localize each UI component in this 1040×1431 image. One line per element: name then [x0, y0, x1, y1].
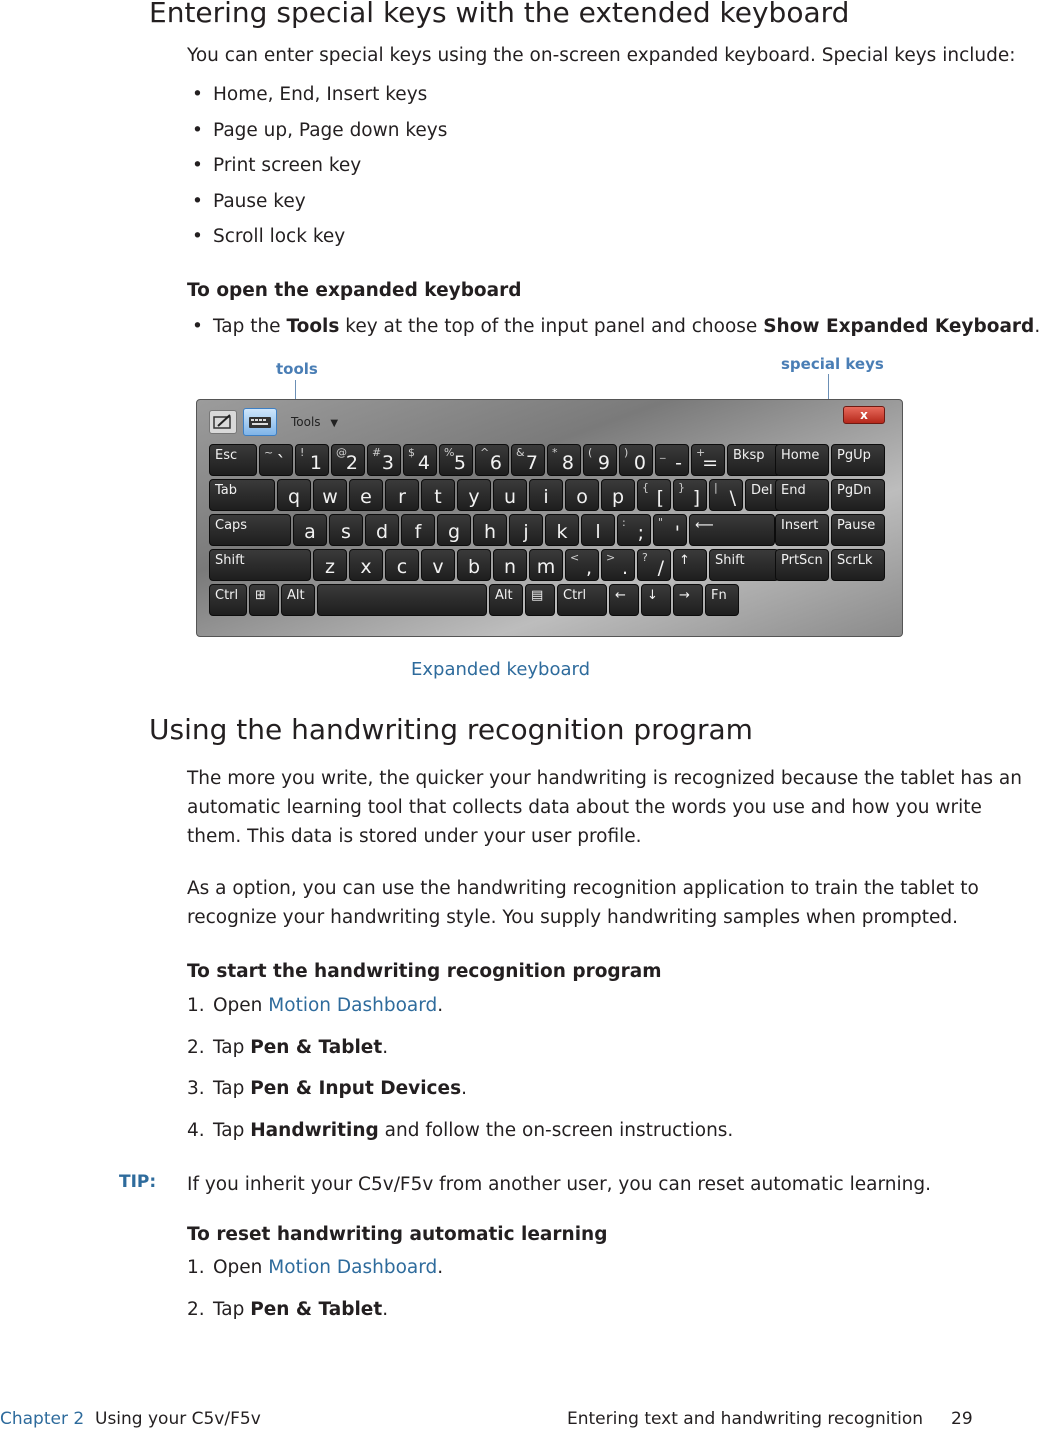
- key-alt[interactable]: [489, 584, 523, 616]
- tools-menu[interactable]: [291, 415, 338, 429]
- key-space[interactable]: [317, 584, 487, 616]
- step-number: 1.: [187, 1257, 205, 1278]
- handwriting-paragraph-1: [187, 764, 1022, 851]
- paragraph-line: The more you write, the quicker your handwriting is recognized because the tablet has an: [187, 768, 1022, 789]
- list-item: [192, 84, 427, 105]
- key-label: n: [503, 556, 517, 578]
- key-ctrl[interactable]: [557, 584, 607, 616]
- key-label: ScrLk: [837, 553, 873, 568]
- key-i[interactable]: [529, 479, 563, 511]
- key-shift-label: ): [624, 446, 629, 459]
- key-u[interactable]: [493, 479, 527, 511]
- key-j[interactable]: [509, 514, 543, 546]
- key-label: PrtScn: [781, 553, 823, 568]
- key-o[interactable]: [565, 479, 599, 511]
- key-home[interactable]: [775, 444, 829, 476]
- step-number: 2.: [187, 1036, 205, 1058]
- key-shift-label: ^: [480, 446, 490, 459]
- key-t[interactable]: [421, 479, 455, 511]
- key-l[interactable]: [581, 514, 615, 546]
- key-v[interactable]: [421, 549, 455, 581]
- tools-menu-label: Tools: [291, 415, 321, 429]
- key-end[interactable]: [775, 479, 829, 511]
- paragraph-line: automatic learning tool that collects data about the words you use and how you write: [187, 797, 982, 818]
- key-ctrl[interactable]: [209, 584, 247, 616]
- procedure-step: [187, 995, 443, 1016]
- key-label: Insert: [781, 518, 819, 533]
- step-number: 2.: [187, 1298, 205, 1320]
- key-shift[interactable]: [209, 549, 311, 581]
- step-text: and follow the on-screen instructions.: [378, 1119, 734, 1141]
- key-m[interactable]: [529, 549, 563, 581]
- key-label: Ctrl: [215, 588, 239, 603]
- key-label: f: [414, 521, 422, 543]
- callout-tools: tools: [276, 360, 318, 378]
- key-scrlk[interactable]: [831, 549, 885, 581]
- key-shift-label: $: [408, 446, 415, 459]
- key-label: Pause: [837, 518, 876, 533]
- key-label: ↑: [679, 553, 690, 568]
- footer-page-number: 29: [951, 1409, 973, 1429]
- key-label: /: [657, 557, 664, 579]
- key-9[interactable]: [583, 444, 617, 476]
- key-label: ;: [637, 522, 644, 544]
- key-label: ▤: [531, 588, 544, 603]
- step-text: .: [1034, 316, 1040, 337]
- key-label: Bksp: [733, 448, 765, 463]
- paragraph-line: recognize your handwriting style. You supply handwriting samples when prompted.: [187, 907, 959, 928]
- handwriting-paragraph-2: [187, 874, 979, 932]
- procedure-step: [187, 1120, 733, 1141]
- key-label: ⟵: [695, 518, 714, 533]
- key-symbol[interactable]: [641, 584, 671, 616]
- key-shift-label: (: [588, 446, 593, 459]
- key-7[interactable]: [511, 444, 545, 476]
- motion-dashboard-link[interactable]: Motion Dashboard: [268, 1257, 438, 1278]
- paragraph-line: them. This data is stored under your user profile.: [187, 826, 642, 847]
- key-3[interactable]: [367, 444, 401, 476]
- key-label: 6: [489, 452, 502, 474]
- key-label: a: [304, 521, 316, 543]
- key-2[interactable]: [331, 444, 365, 476]
- bullet-glyph: •: [192, 155, 203, 176]
- key-z[interactable]: [313, 549, 347, 581]
- key-q[interactable]: [277, 479, 311, 511]
- tools-key-label: Tools: [286, 316, 340, 337]
- key-label: l: [595, 521, 601, 543]
- key-s[interactable]: [329, 514, 363, 546]
- key-symbol[interactable]: [655, 444, 689, 476]
- key-label: e: [360, 486, 372, 508]
- key-label: b: [467, 556, 481, 578]
- key-label: 9: [597, 452, 610, 474]
- step-text: .: [461, 1078, 467, 1099]
- key-shift-label: ~: [264, 446, 274, 459]
- key-label: PgDn: [837, 483, 872, 498]
- procedure-step: [187, 1257, 443, 1278]
- key-shift-label: *: [552, 446, 558, 459]
- key-4[interactable]: [403, 444, 437, 476]
- list-item: [192, 155, 361, 176]
- key-1[interactable]: [295, 444, 329, 476]
- intro-paragraph: You can enter special keys using the on-screen expanded keyboard. Special keys include:: [187, 45, 1016, 66]
- key-k[interactable]: [545, 514, 579, 546]
- key-symbol[interactable]: [689, 514, 775, 546]
- bullet-glyph: •: [192, 190, 203, 212]
- key-shift[interactable]: [709, 549, 779, 581]
- key-insert[interactable]: [775, 514, 829, 546]
- key-8[interactable]: [547, 444, 581, 476]
- key-label: 2: [345, 452, 358, 474]
- key-g[interactable]: [437, 514, 471, 546]
- close-icon: x: [860, 408, 868, 422]
- key-symbol[interactable]: [259, 444, 293, 476]
- key-label: .: [621, 557, 628, 579]
- procedure-step: [187, 1037, 388, 1058]
- tip-text: If you inherit your C5v/F5v from another user, you can reset automatic learning.: [187, 1174, 931, 1195]
- pen-icon[interactable]: [209, 410, 237, 434]
- key-label: 5: [453, 452, 466, 474]
- key-alt[interactable]: [281, 584, 315, 616]
- key-d[interactable]: [365, 514, 399, 546]
- key-label: Del: [751, 483, 773, 498]
- key-label: ←: [615, 588, 626, 603]
- footer-chapter-title: Using your C5v/F5v: [95, 1409, 261, 1429]
- key-label: =: [702, 452, 718, 474]
- key-label: g: [447, 521, 461, 543]
- key-shift-label: ?: [642, 551, 648, 564]
- key-label: z: [325, 556, 335, 578]
- key-prtscn[interactable]: [775, 549, 829, 581]
- key-label: `: [276, 452, 286, 474]
- key-label: u: [503, 486, 517, 508]
- key-f[interactable]: [401, 514, 435, 546]
- step-text: Tap: [213, 1119, 251, 1141]
- paragraph-line: As a option, you can use the handwriting recognition application to train the tablet to: [187, 878, 979, 899]
- key-label: \: [729, 487, 736, 509]
- key-shift-label: &: [516, 446, 525, 459]
- key-esc[interactable]: [209, 444, 257, 476]
- chevron-down-icon: ▼: [330, 418, 339, 429]
- key-fn[interactable]: [705, 584, 739, 616]
- step-text: .: [382, 1036, 389, 1058]
- step-text: Open: [213, 995, 269, 1016]
- key-label: ]: [692, 487, 700, 509]
- procedure-step: [187, 1078, 467, 1099]
- step-text: .: [382, 1298, 389, 1320]
- step-ui-label: Pen & Tablet: [250, 1298, 383, 1320]
- key-label: o: [576, 486, 588, 508]
- list-item-text: Home, End, Insert keys: [213, 84, 428, 105]
- list-item: [192, 226, 345, 247]
- callout-special-keys: special keys: [781, 355, 884, 373]
- key-label: k: [556, 521, 568, 543]
- key-label: →: [679, 588, 690, 603]
- step-ui-label: Pen & Tablet: [250, 1036, 383, 1058]
- bullet-glyph: •: [192, 119, 203, 141]
- key-bksp[interactable]: [727, 444, 781, 476]
- key-label: h: [483, 521, 497, 543]
- expanded-keyboard: [196, 399, 903, 637]
- motion-dashboard-link[interactable]: Motion Dashboard: [268, 995, 438, 1016]
- key-h[interactable]: [473, 514, 507, 546]
- key-0[interactable]: [619, 444, 653, 476]
- key-label: Home: [781, 448, 820, 463]
- key-label: ': [674, 522, 680, 544]
- key-label: Alt: [495, 588, 513, 603]
- key-n[interactable]: [493, 549, 527, 581]
- key-label: q: [287, 486, 301, 508]
- section-heading-special-keys: Entering special keys with the extended keyboard: [149, 0, 850, 29]
- key-label: 1: [309, 452, 322, 474]
- key-label: -: [675, 452, 682, 474]
- key-c[interactable]: [385, 549, 419, 581]
- list-item-text: Scroll lock key: [213, 226, 346, 247]
- key-caps[interactable]: [209, 514, 291, 546]
- key-label: r: [398, 486, 406, 508]
- step-number: 1.: [187, 995, 205, 1016]
- key-w[interactable]: [313, 479, 347, 511]
- footer-chapter: [0, 1409, 261, 1429]
- key-label: ,: [585, 557, 592, 579]
- procedure-title-start-handwriting: To start the handwriting recognition program: [187, 961, 662, 982]
- key-label: 7: [525, 452, 538, 474]
- key-symbol[interactable]: [673, 584, 703, 616]
- show-expanded-keyboard-label: Show Expanded Keyboard: [763, 316, 1035, 337]
- key-x[interactable]: [349, 549, 383, 581]
- key-symbol[interactable]: [653, 514, 687, 546]
- key-5[interactable]: [439, 444, 473, 476]
- key-shift-label: _: [660, 446, 666, 459]
- callout-tools-line: [295, 380, 296, 400]
- key-shift-label: ": [658, 516, 664, 529]
- key-label: t: [434, 486, 442, 508]
- key-label: m: [536, 556, 556, 578]
- step-number: 3.: [187, 1078, 205, 1099]
- key-label: ↓: [647, 588, 658, 603]
- step-number: 4.: [187, 1119, 205, 1141]
- list-item-text: Print screen key: [213, 155, 362, 176]
- list-item-text: Pause key: [213, 190, 306, 212]
- key-label: s: [341, 521, 351, 543]
- key-symbol[interactable]: [525, 584, 555, 616]
- key-symbol[interactable]: [601, 549, 635, 581]
- close-button[interactable]: [843, 406, 885, 424]
- step-ui-label: Handwriting: [250, 1119, 379, 1141]
- key-label: v: [432, 556, 444, 578]
- section-heading-handwriting: Using the handwriting recognition program: [149, 713, 753, 746]
- key-shift-label: #: [372, 446, 382, 459]
- key-label: Ctrl: [563, 588, 587, 603]
- key-shift-label: |: [714, 481, 718, 494]
- key-symbol[interactable]: [617, 514, 651, 546]
- key-label: End: [781, 483, 806, 498]
- procedure-title-open-keyboard: To open the expanded keyboard: [187, 280, 522, 301]
- key-symbol[interactable]: [637, 479, 671, 511]
- key-symbol[interactable]: [709, 479, 743, 511]
- key-label: [: [656, 487, 664, 509]
- key-shift-label: {: [642, 481, 649, 494]
- key-label: Caps: [215, 518, 248, 533]
- list-item-text: Page up, Page down keys: [213, 119, 448, 141]
- key-label: 3: [381, 452, 394, 474]
- key-shift-label: <: [570, 551, 580, 564]
- key-label: Alt: [287, 588, 305, 603]
- key-r[interactable]: [385, 479, 419, 511]
- step-text: Tap the: [213, 316, 287, 337]
- key-label: PgUp: [837, 448, 871, 463]
- step-text: .: [437, 1257, 444, 1278]
- key-label: x: [360, 556, 372, 578]
- key-shift-label: +: [696, 446, 706, 459]
- key-label: Shift: [715, 553, 745, 568]
- key-label: ⊞: [255, 588, 266, 603]
- key-label: i: [543, 486, 549, 508]
- key-shift-label: >: [606, 551, 616, 564]
- footer-section: Entering text and handwriting recognition: [567, 1409, 924, 1429]
- key-label: Tab: [215, 483, 238, 498]
- keyboard-icon[interactable]: [243, 408, 277, 436]
- bullet-glyph: •: [192, 226, 203, 247]
- key-shift-label: @: [336, 446, 347, 459]
- procedure-step: [187, 1299, 388, 1320]
- key-symbol[interactable]: [637, 549, 671, 581]
- key-pause[interactable]: [831, 514, 885, 546]
- key-label: Shift: [215, 553, 245, 568]
- key-label: 4: [417, 452, 430, 474]
- step-text: key at the top of the input panel and choose: [339, 316, 764, 337]
- key-b[interactable]: [457, 549, 491, 581]
- list-item: [192, 191, 306, 212]
- key-pgdn[interactable]: [831, 479, 885, 511]
- key-label: 8: [561, 452, 574, 474]
- key-label: c: [396, 556, 408, 578]
- key-y[interactable]: [457, 479, 491, 511]
- bullet-glyph: •: [192, 316, 203, 337]
- key-symbol[interactable]: [691, 444, 725, 476]
- step-ui-label: Pen & Input Devices: [250, 1078, 462, 1099]
- step-text: Open: [213, 1257, 269, 1278]
- procedure-title-reset-learning: To reset handwriting automatic learning: [187, 1224, 608, 1245]
- key-shift-label: }: [678, 481, 685, 494]
- key-tab[interactable]: [209, 479, 275, 511]
- step-text: Tap: [213, 1078, 251, 1099]
- key-label: Esc: [215, 448, 238, 463]
- key-p[interactable]: [601, 479, 635, 511]
- key-symbol[interactable]: [673, 479, 707, 511]
- step-text: Tap: [213, 1036, 251, 1058]
- key-label: d: [375, 521, 389, 543]
- figure-caption: Expanded keyboard: [411, 659, 591, 680]
- key-6[interactable]: [475, 444, 509, 476]
- key-symbol[interactable]: [249, 584, 279, 616]
- key-symbol[interactable]: [673, 549, 707, 581]
- key-symbol[interactable]: [609, 584, 639, 616]
- key-shift-label: %: [444, 446, 455, 459]
- key-e[interactable]: [349, 479, 383, 511]
- key-label: Fn: [711, 588, 727, 603]
- list-item: [192, 120, 447, 141]
- step-text: Tap: [213, 1298, 251, 1320]
- key-shift-label: !: [300, 446, 305, 459]
- key-label: 0: [633, 452, 646, 474]
- key-symbol[interactable]: [565, 549, 599, 581]
- key-label: j: [523, 521, 529, 543]
- key-label: w: [322, 486, 338, 508]
- bullet-glyph: •: [192, 84, 203, 105]
- key-label: p: [611, 486, 625, 508]
- key-a[interactable]: [293, 514, 327, 546]
- procedure-step-open-keyboard: [192, 316, 1040, 337]
- key-label: y: [468, 486, 480, 508]
- key-pgup[interactable]: [831, 444, 885, 476]
- step-text: .: [437, 995, 444, 1016]
- key-shift-label: :: [622, 516, 626, 529]
- footer-chapter-number: Chapter 2: [0, 1409, 85, 1429]
- tip-label: TIP:: [119, 1172, 157, 1192]
